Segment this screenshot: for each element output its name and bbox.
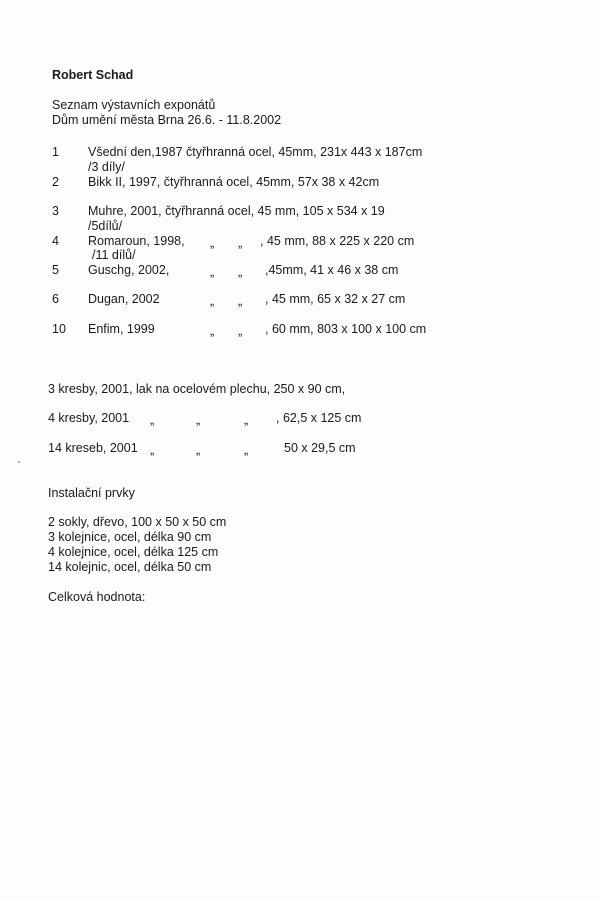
installation-heading: Instalační prvky [48,486,135,500]
installation-item: 3 kolejnice, ocel, délka 90 cm [48,530,212,544]
exhibit-title: Romaroun, 1998, [88,234,185,248]
ditto-mark: „ [150,443,155,457]
drawings-spec: , 62,5 x 125 cm [276,411,362,425]
drawings-entry: 14 kreseb, 2001 [48,441,138,455]
exhibit-note: /5dílů/ [88,219,123,233]
exhibit-title: Guschg, 2002, [88,263,170,277]
drawings-entry: 3 kresby, 2001, lak na ocelovém plechu, 250 x 90 cm, [48,382,346,396]
exhibit-note: /3 díly/ [88,160,125,174]
author-name: Robert Schad [52,68,134,82]
ditto-mark: „ [150,413,155,427]
ditto-mark: „ [196,413,201,427]
exhibit-number: 6 [52,292,59,306]
ditto-mark: „ [210,265,215,279]
exhibit-number: 5 [52,263,59,277]
exhibit-number: 10 [52,322,66,336]
ditto-mark: „ [238,236,243,250]
ditto-mark: „ [210,324,215,338]
ditto-mark: „ [210,236,215,250]
exhibit-spec: , 60 mm, 803 x 100 x 100 cm [265,322,427,336]
exhibit-spec: , 45 mm, 88 x 225 x 220 cm [260,234,415,248]
exhibit-number: 3 [52,204,59,218]
installation-item: 4 kolejnice, ocel, délka 125 cm [48,545,219,559]
drawings-entry: 4 kresby, 2001 [48,411,130,425]
total-value-label: Celková hodnota: [48,590,146,604]
exhibit-number: 2 [52,175,59,189]
exhibit-title: Dugan, 2002 [88,292,160,306]
exhibit-spec: ,45mm, 41 x 46 x 38 cm [265,263,399,277]
ditto-mark: „ [238,265,243,279]
installation-item: 2 sokly, dřevo, 100 x 50 x 50 cm [48,515,227,529]
exhibit-spec: , 45 mm, 65 x 32 x 27 cm [265,292,406,306]
ditto-mark: „ [238,324,243,338]
ditto-mark: „ [196,443,201,457]
ditto-mark: „ [244,413,249,427]
drawings-spec: 50 x 29,5 cm [284,441,356,455]
exhibit-title: Enfim, 1999 [88,322,155,336]
exhibit-title: Všední den,1987 čtyřhranná ocel, 45mm, 231x 443 x 187cm [88,145,423,159]
exhibit-note: /11 dílů/ [92,248,136,262]
ditto-mark: „ [210,294,215,308]
exhibit-title: Bikk II, 1997, čtyřhranná ocel, 45mm, 57x 38 x 42cm [88,175,380,189]
exhibit-number: 4 [52,234,59,248]
exhibit-title: Muhre, 2001, čtyřhranná ocel, 45 mm, 105 x 534 x 19 [88,204,385,218]
exhibit-number: 1 [52,145,59,159]
list-title: Seznam výstavních exponátů [52,98,216,112]
installation-item: 14 kolejnic, ocel, délka 50 cm [48,560,212,574]
scan-speck [18,461,20,463]
ditto-mark: „ [244,443,249,457]
ditto-mark: „ [238,294,243,308]
exhibition-venue-dates: Dům umění města Brna 26.6. - 11.8.2002 [52,113,282,127]
